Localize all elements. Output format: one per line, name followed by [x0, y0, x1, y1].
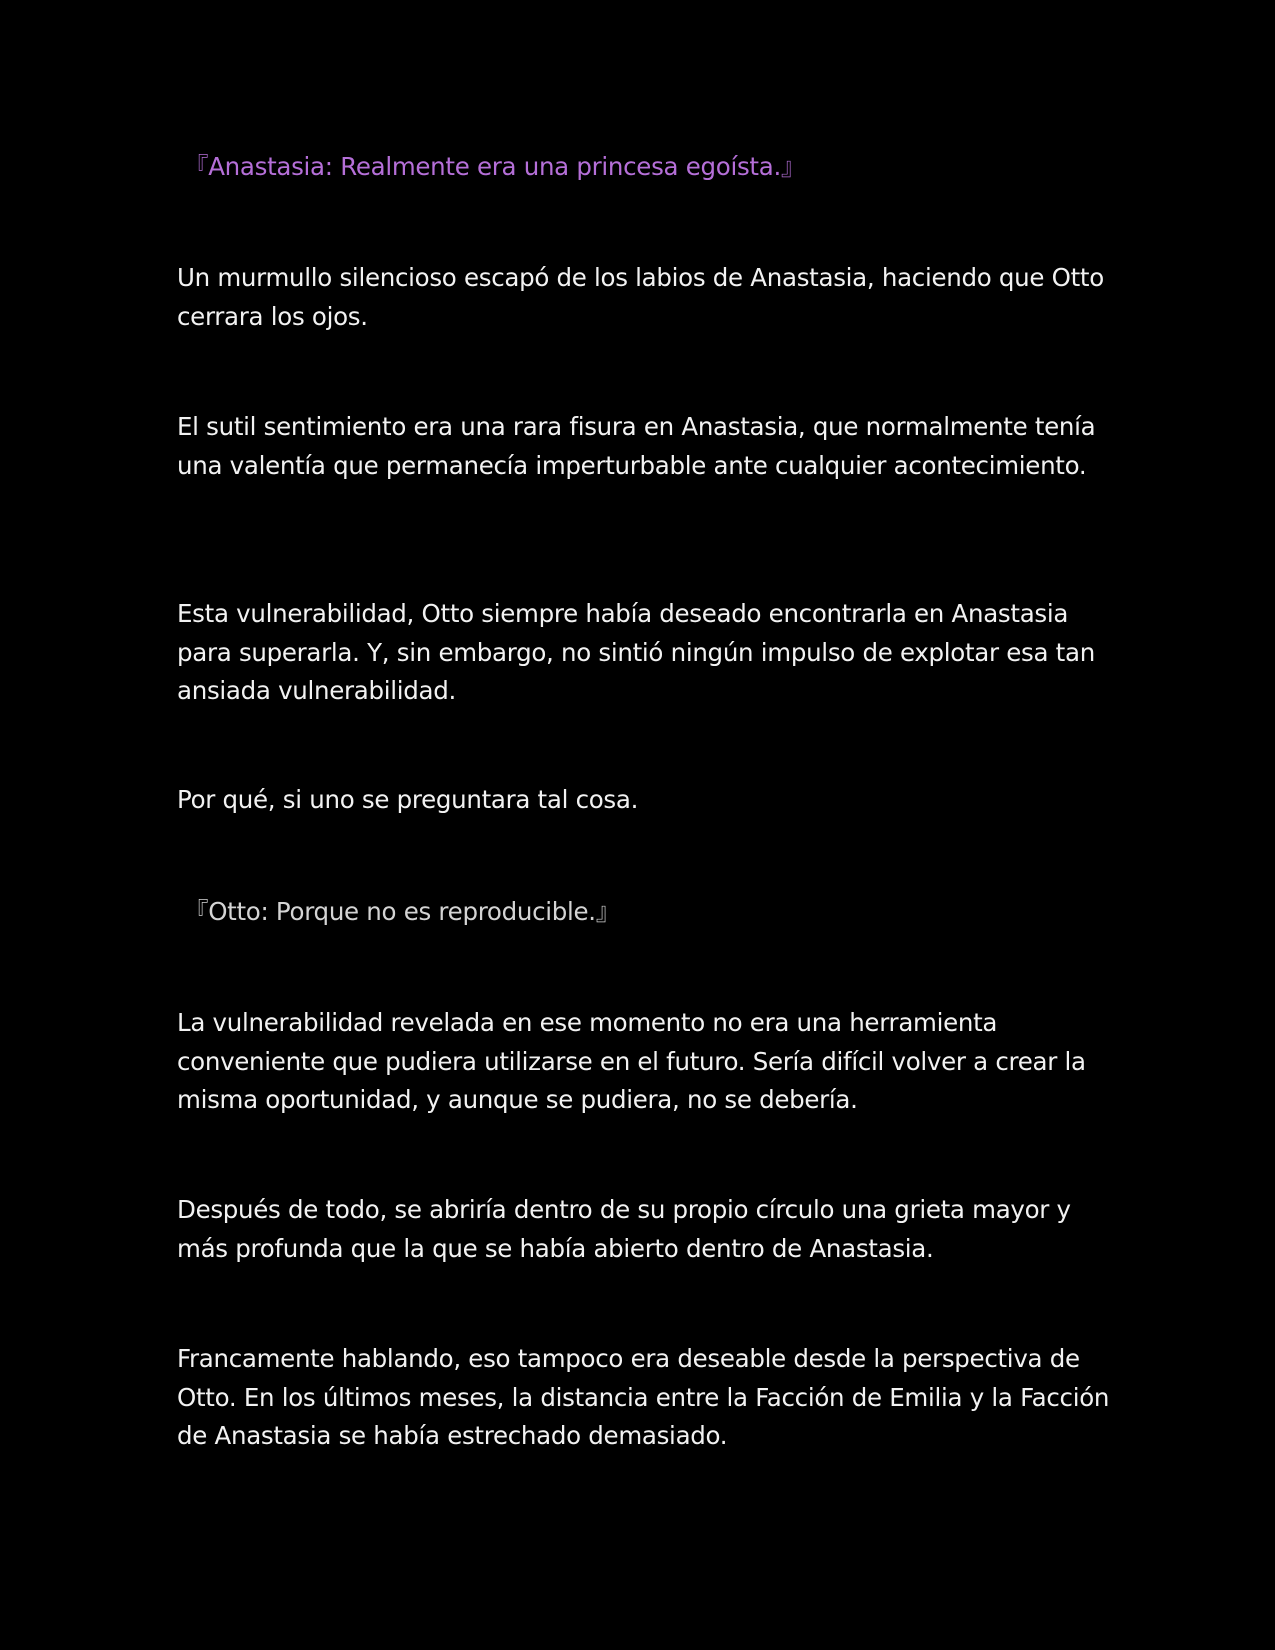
- dialogue-anastasia: 『Anastasia: Realmente era una princesa egoísta.』: [184, 152, 806, 181]
- paragraph-2: El sutil sentimiento era una rara fisura en Anastasia, que normalmente tenía una valentía que permanecía imperturbable ante cualquier acontecimiento.: [177, 412, 1096, 480]
- paragraph-6: La vulnerabilidad revelada en ese momento no era una herramienta conveniente que pudiera utilizarse en el futuro. Sería difícil volver a crear la misma oportunidad, y aunque se pudiera, no se debería.: [177, 1008, 1086, 1114]
- paragraph-3: Esta vulnerabilidad, Otto siempre había deseado encontrarla en Anastasia para superarla. Y, sin embargo, no sintió ningún impulso de explotar esa tan ansiada vulnerabilidad.: [177, 599, 1095, 705]
- paragraph-1: Un murmullo silencioso escapó de los labios de Anastasia, haciendo que Otto cerrara los ojos.: [177, 263, 1104, 331]
- dialogue-otto: 『Otto: Porque no es reproducible.』: [184, 897, 620, 926]
- paragraph-8: Francamente hablando, eso tampoco era deseable desde la perspectiva de Otto. En los últimos meses, la distancia entre la Facción de Emilia y la Facción de Anastasia se había estrechado demasiado.: [177, 1344, 1110, 1450]
- paragraph-7: Después de todo, se abriría dentro de su propio círculo una grieta mayor y más profunda que la que se había abierto dentro de Anastasia.: [177, 1195, 1071, 1263]
- paragraph-4: Por qué, si uno se preguntara tal cosa.: [177, 785, 639, 814]
